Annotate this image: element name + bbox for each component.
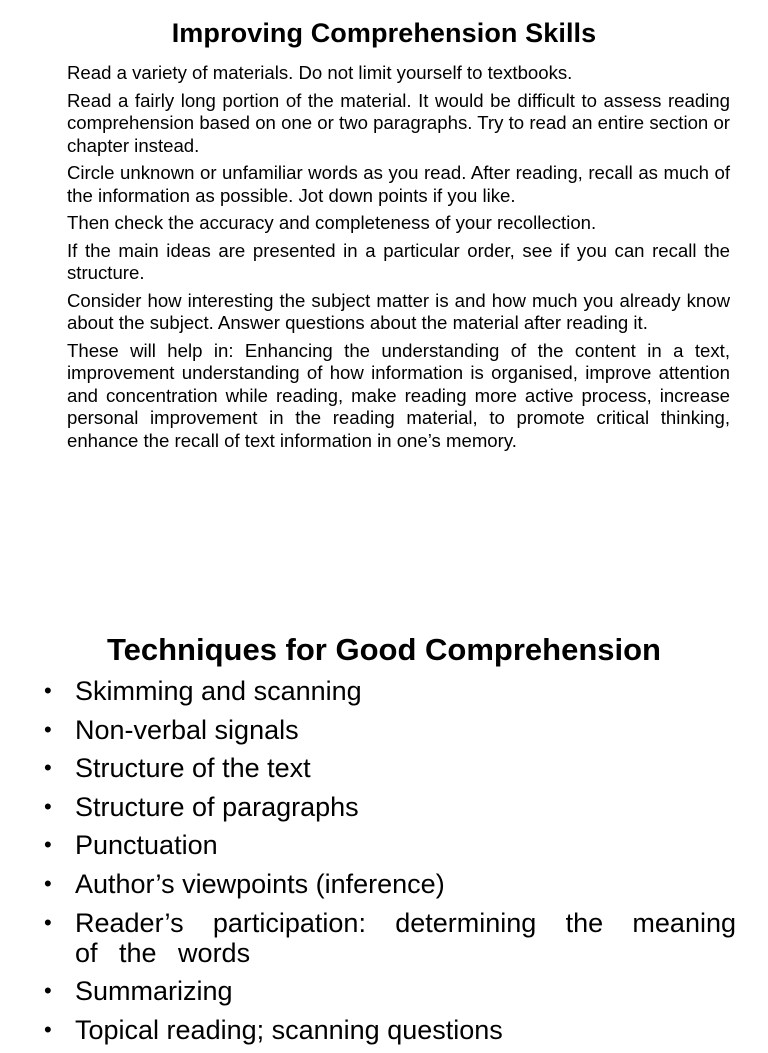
- bullet-icon: •: [44, 678, 52, 703]
- paragraph: Consider how interesting the subject matter is and how much you already know about the subject. Answer questions about the material after reading it.: [67, 289, 730, 333]
- bullet-text: Structure of paragraphs: [75, 791, 359, 822]
- bullet-icon: •: [44, 978, 52, 1004]
- bullet-icon: •: [44, 1016, 52, 1042]
- list-item: [44, 792, 736, 822]
- paragraph: Then check the accuracy and completeness of your recollection.: [67, 212, 597, 233]
- bullet-icon: •: [44, 870, 52, 896]
- list-item: [44, 976, 736, 1006]
- list-item: [44, 676, 736, 706]
- bullet-icon: •: [44, 793, 52, 819]
- list-item: [44, 869, 736, 899]
- slide-improving-comprehension: [0, 0, 768, 520]
- paragraph: Circle unknown or unfamiliar words as you read. After reading, recall as much of the information as possible. Jot down points if you like.: [67, 162, 730, 206]
- paragraph: These will help in: Enhancing the understanding of the content in a text, improvement understanding of how information is organised, improve attention and concentration while reading, make reading more active process, increase personal improvement in the reading material, to promote critical thinking, enhance the recall of text information in one’s memory.: [67, 339, 730, 451]
- paragraph: Read a fairly long portion of the material. It would be difficult to assess reading comprehension based on one or two paragraphs. Try to read an entire section or chapter instead.: [67, 89, 730, 156]
- slide-techniques: [0, 620, 768, 1045]
- bullet-text: Summarizing: [75, 976, 233, 1007]
- slide-body: [67, 62, 730, 457]
- paragraph: If the main ideas are presented in a particular order, see if you can recall the structure.: [67, 239, 730, 283]
- bullet-text: Punctuation: [75, 830, 218, 861]
- bullet-list: [44, 676, 736, 1053]
- list-item: [44, 715, 736, 745]
- bullet-text: Reader’s participation: determining the meaning of the words: [75, 907, 736, 968]
- bullet-icon: •: [44, 716, 52, 742]
- list-item: [44, 1015, 736, 1045]
- slide-title: Techniques for Good Comprehension: [106, 632, 661, 667]
- bullet-icon: •: [44, 755, 52, 781]
- list-item: [44, 908, 736, 968]
- bullet-text: Topical reading; scanning questions: [75, 1014, 503, 1045]
- bullet-icon: •: [44, 909, 52, 935]
- list-item: [44, 753, 736, 783]
- paragraph: Read a variety of materials. Do not limit yourself to textbooks.: [67, 62, 573, 83]
- bullet-text: Skimming and scanning: [75, 676, 362, 706]
- slide-title: Improving Comprehension Skills: [171, 18, 597, 48]
- bullet-text: Non-verbal signals: [75, 714, 299, 745]
- bullet-icon: •: [44, 832, 52, 858]
- bullet-text: Author’s viewpoints (inference): [75, 868, 445, 899]
- bullet-text: Structure of the text: [75, 753, 311, 784]
- list-item: [44, 830, 736, 860]
